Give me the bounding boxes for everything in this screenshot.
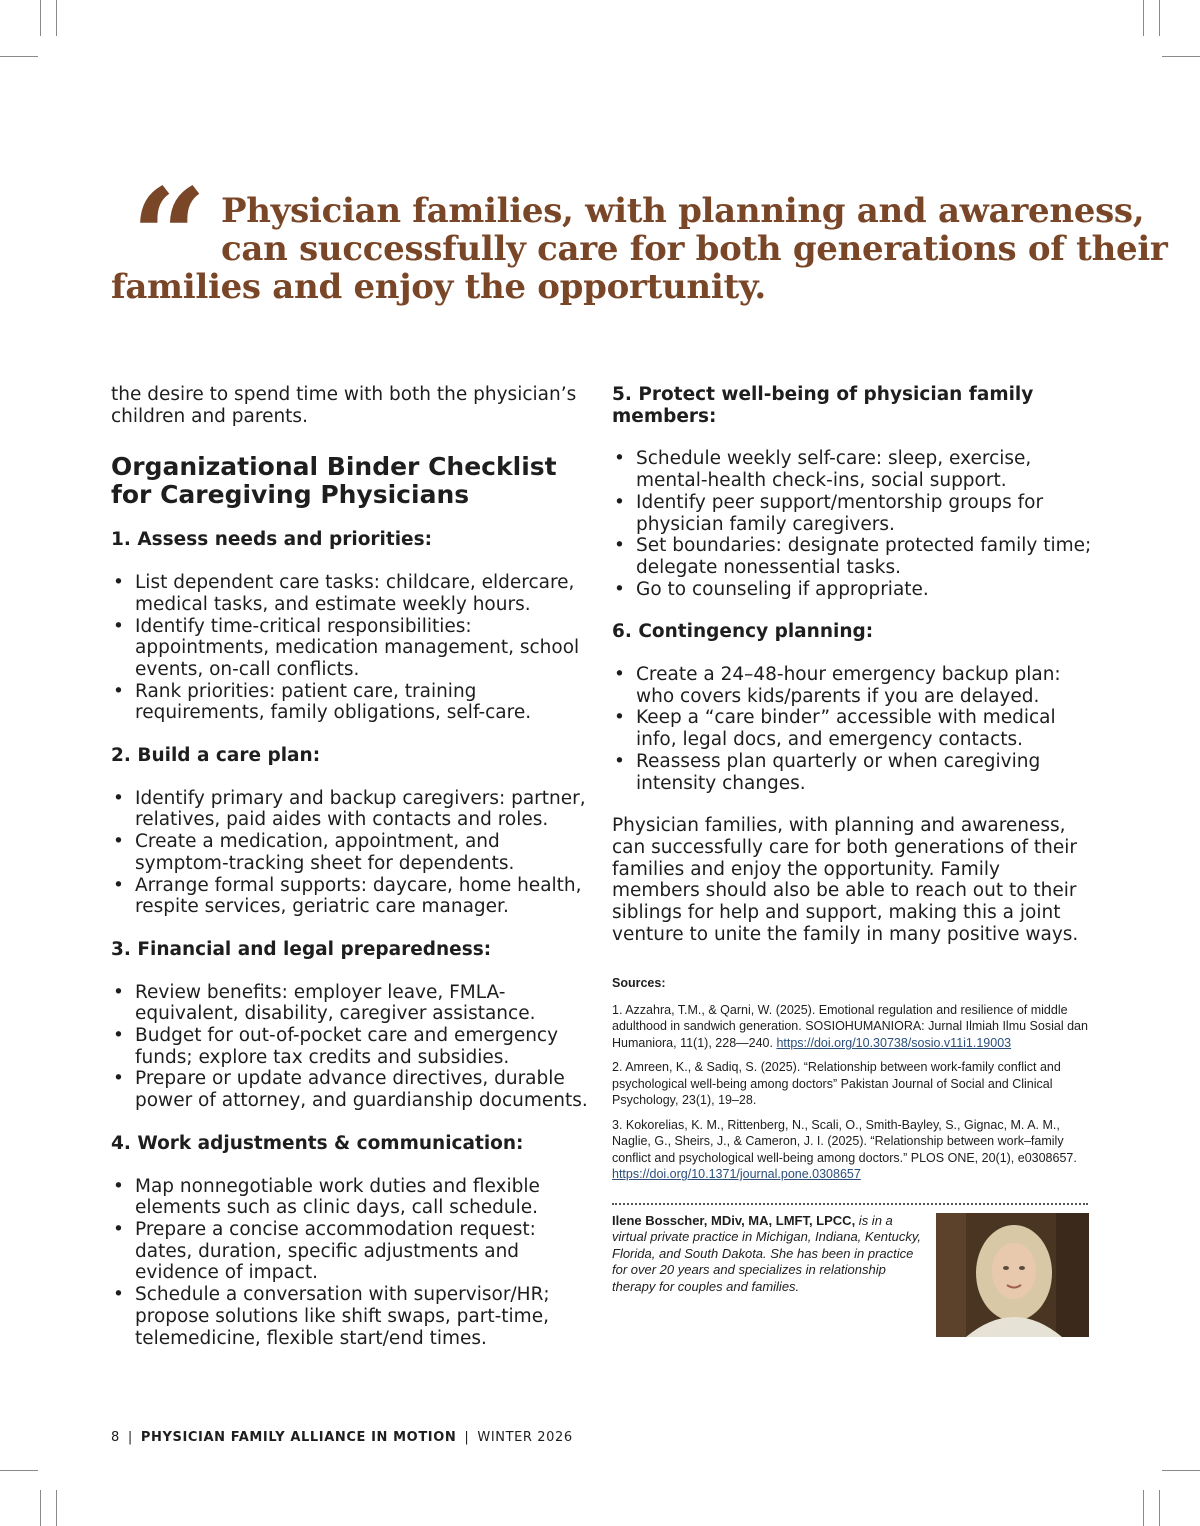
checklist-item: • Schedule weekly self-care: sleep, exercise, mental-health check-ins, social support. <box>612 448 1092 491</box>
doi-link[interactable]: https://doi.org/10.1371/journal.pone.0308657 <box>612 1167 861 1182</box>
footer-separator: | <box>464 1430 470 1445</box>
checklist-item: • Prepare or update advance directives, durable power of attorney, and guardianship documents. <box>111 1068 591 1111</box>
left-column <box>111 384 591 1370</box>
checklist-item: • Create a 24–48-hour emergency backup plan: who covers kids/parents if you are delayed. <box>612 664 1092 707</box>
author-name: Ilene Bosscher, MDiv, MA, LMFT, LPCC, <box>612 1212 856 1228</box>
left-checklist <box>111 529 591 1349</box>
crop-mark <box>0 56 38 57</box>
checklist-item: • Prepare a concise accommodation request: dates, duration, specific adjustments and evidence of impact. <box>111 1219 591 1284</box>
sources-block <box>612 975 1092 1183</box>
checklist-item: • List dependent care tasks: childcare, eldercare, medical tasks, and estimate weekly hours. <box>111 572 591 615</box>
page-footer <box>111 1430 573 1445</box>
crop-mark <box>1143 0 1144 36</box>
page-number: 8 <box>111 1430 120 1445</box>
crop-mark <box>1162 56 1200 57</box>
sources-title: Sources: <box>612 976 666 991</box>
checklist-item: • Arrange formal supports: daycare, home health, respite services, geriatric care manager. <box>111 875 591 918</box>
checklist-step-title: 4. Work adjustments & communication: <box>111 1132 524 1154</box>
checklist-item: • Budget for out-of-pocket care and emergency funds; explore tax credits and subsidies. <box>111 1025 591 1068</box>
checklist-step-title: 3. Financial and legal preparedness: <box>111 938 492 960</box>
checklist-bullet-list <box>111 1176 591 1350</box>
author-bio <box>612 1213 1092 1339</box>
checklist-item: • Identify peer support/mentorship groups for physician family caregivers. <box>612 492 1092 535</box>
checklist-item: • Create a medication, appointment, and symptom-tracking sheet for dependents. <box>111 831 591 874</box>
crop-mark <box>1162 1470 1200 1471</box>
author-portrait-image <box>936 1213 1089 1337</box>
checklist-step-title: 6. Contingency planning: <box>612 621 874 643</box>
pull-quote <box>111 160 1168 315</box>
checklist-step-title: 2. Build a care plan: <box>111 745 321 767</box>
author-photo <box>936 1213 1089 1337</box>
crop-mark <box>1143 1490 1144 1526</box>
crop-mark <box>40 0 41 36</box>
source-citation <box>612 1117 1092 1183</box>
section-heading: Organizational Binder Checklist for Caregiving Physicians <box>111 452 557 510</box>
checklist-item: • Go to counseling if appropriate. <box>612 579 1092 601</box>
checklist-bullet-list <box>111 572 591 724</box>
checklist-item: • Identify time-critical responsibilities: appointments, medication management, school events, on-call conflicts. <box>111 616 591 681</box>
closing-paragraph: Physician families, with planning and awareness, can successfully care for both generations of their families and enjoy the opportunity. Family members should also be able to reach out to their siblings for help and support, making this a joint venture to unite the family in many positive ways. <box>612 815 1079 945</box>
source-citation <box>612 1002 1092 1052</box>
footer-separator: | <box>127 1430 133 1445</box>
checklist-bullet-list <box>612 448 1092 600</box>
pull-quote-line: families and enjoy the opportunity. <box>111 267 766 307</box>
crop-mark <box>56 0 57 36</box>
crop-mark <box>56 1490 57 1526</box>
crop-mark <box>1159 1490 1160 1526</box>
doi-link[interactable]: https://doi.org/10.30738/sosio.v11i1.19003 <box>776 1035 1012 1050</box>
checklist-step-title: 1. Assess needs and priorities: <box>111 529 433 551</box>
checklist-bullet-list <box>612 664 1092 794</box>
issue-label: WINTER 2026 <box>477 1430 573 1445</box>
checklist-bullet-list <box>111 788 591 918</box>
checklist-item: • Schedule a conversation with supervisor/HR; propose solutions like shift swaps, part-time, telemedicine, flexible start/end times. <box>111 1284 591 1349</box>
citation-text: 2. Amreen, K., & Sadiq, S. (2025). “Relationship between work-family conflict and psychological well-being among doctors” Pakistan Journal of Social and Clinical Psychology, 23(1), 19–28. <box>612 1060 1061 1108</box>
checklist-bullet-list <box>111 982 591 1112</box>
bio-description: is in a virtual private practice in Michigan, Indiana, Kentucky, Florida, and South Dakota. She has been in practice for over 20 years and specializes in relationship therapy for couples and families. <box>612 1212 922 1294</box>
checklist-item: • Reassess plan quarterly or when caregiving intensity changes. <box>612 751 1092 794</box>
checklist-item: • Set boundaries: designate protected family time; delegate nonessential tasks. <box>612 535 1092 578</box>
checklist-item: • Keep a “care binder” accessible with medical info, legal docs, and emergency contacts. <box>612 707 1092 750</box>
pull-quote-line: can successfully care for both generations of their <box>221 229 1168 269</box>
source-citation <box>612 1059 1092 1109</box>
crop-mark <box>0 1470 38 1471</box>
right-checklist <box>612 384 1092 794</box>
crop-mark <box>1159 0 1160 36</box>
checklist-step-title: 5. Protect well-being of physician family members: <box>612 384 1034 427</box>
checklist-item: • Map nonnegotiable work duties and flexible elements such as clinic days, call schedule. <box>111 1176 591 1219</box>
source-list <box>612 1002 1092 1183</box>
checklist-item: • Review benefits: employer leave, FMLA-equivalent, disability, caregiver assistance. <box>111 982 591 1025</box>
pull-quote-line: Physician families, with planning and awareness, <box>221 191 1145 231</box>
checklist-item: • Rank priorities: patient care, training requirements, family obligations, self-care. <box>111 681 591 724</box>
citation-text: 3. Kokorelias, K. M., Rittenberg, N., Scali, O., Smith-Bayley, S., Gignac, M. A. M., Naglie, G., Sheirs, J., & Cameron, J. I. (2025). “Relationship between work–family conflict and psychological well-being among doctors.” PLOS ONE, 20(1), e0308657. <box>612 1117 1077 1165</box>
publication-name: PHYSICIAN FAMILY ALLIANCE IN MOTION <box>140 1430 457 1445</box>
quote-mark-icon: “ <box>131 160 207 315</box>
checklist-item: • Identify primary and backup caregivers: partner, relatives, paid aides with contacts and roles. <box>111 788 591 831</box>
right-column <box>612 384 1092 1339</box>
dotted-divider <box>612 1203 1088 1205</box>
bio-text <box>612 1213 924 1296</box>
intro-paragraph: the desire to spend time with both the physician’s children and parents. <box>111 384 577 427</box>
citation-text: 1. Azzahra, T.M., & Qarni, W. (2025). Emotional regulation and resilience of middle adulthood in sandwich generation. SOSIOHUMANIORA: Jurnal Ilmiah Ilmu Sosial dan Humaniora, 11(1), 228—240. <box>612 1002 1088 1050</box>
crop-mark <box>40 1490 41 1526</box>
